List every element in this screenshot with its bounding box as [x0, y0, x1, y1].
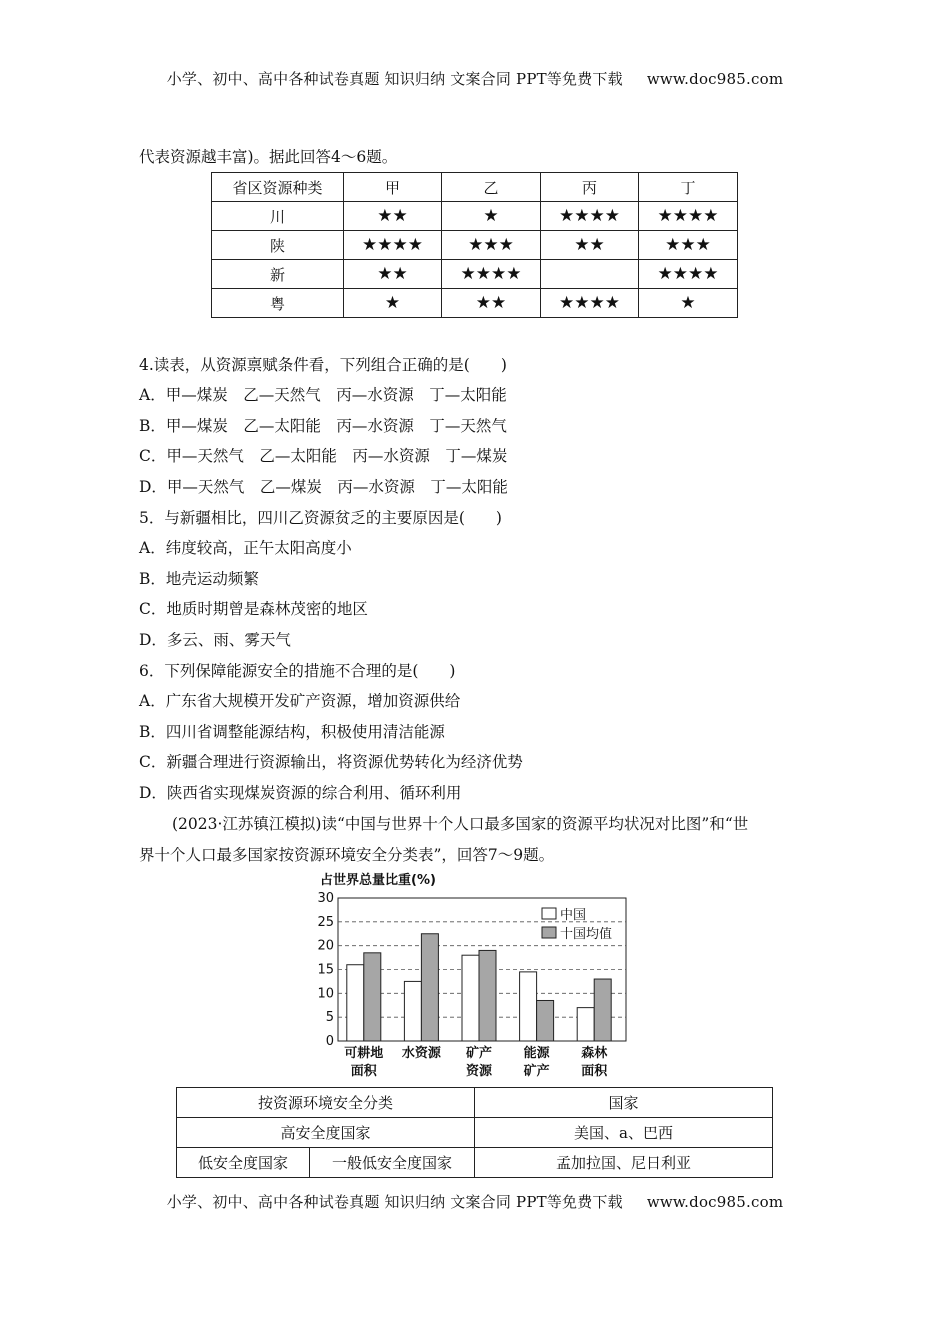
- bar-ten-country-avg: [479, 950, 496, 1041]
- resource-table-header-cell: 乙: [442, 173, 541, 202]
- resource-table-header-cell: 省区资源种类: [212, 173, 344, 202]
- question-4-option-c: C．甲—天然气 乙—太阳能 丙—水资源 丁—煤炭: [139, 447, 508, 465]
- star-rating-cell: ★★★: [639, 231, 738, 260]
- x-tick-label: 森林: [581, 1046, 608, 1061]
- x-tick-label: 可耕地: [344, 1046, 384, 1061]
- legend-swatch: [542, 908, 556, 919]
- classification-countries: 美国、a、巴西: [475, 1118, 773, 1148]
- intro-line: 代表资源越丰富)。据此回答4～6题。: [139, 148, 398, 166]
- question-4-option-b: B．甲—煤炭 乙—太阳能 丙—水资源 丁—天然气: [139, 417, 507, 435]
- bar-china: [462, 955, 479, 1041]
- resource-table-header-row: [212, 173, 738, 202]
- table-row: [212, 231, 738, 260]
- province-cell: 粤: [212, 289, 344, 318]
- question-6-option-c: C．新疆合理进行资源输出，将资源优势转化为经济优势: [139, 753, 523, 771]
- star-rating-cell: ★: [442, 202, 541, 231]
- bar-china: [520, 972, 537, 1041]
- y-tick-label: 30: [317, 891, 334, 906]
- y-tick-label: 10: [317, 986, 334, 1002]
- classification-countries: 孟加拉国、尼日利亚: [475, 1148, 773, 1178]
- star-rating-cell: ★★★★: [541, 289, 639, 318]
- bar-china: [347, 965, 364, 1041]
- x-tick-label: 能源: [523, 1046, 550, 1061]
- footer-text: 小学、初中、高中各种试卷真题 知识归纳 文案合同 PPT等免费下载: [166, 1193, 623, 1211]
- header-site[interactable]: www.doc985.com: [646, 70, 784, 88]
- resource-table-header-cell: 丁: [639, 173, 738, 202]
- star-rating-cell: ★: [639, 289, 738, 318]
- question-4-stem: 4.读表，从资源禀赋条件看，下列组合正确的是( ): [139, 356, 507, 374]
- x-tick-label: 面积: [350, 1064, 377, 1079]
- table-row: [177, 1118, 773, 1148]
- star-rating-cell: ★: [344, 289, 442, 318]
- question-5-option-d: D．多云、雨、雾天气: [139, 631, 291, 649]
- y-tick-label: 20: [317, 938, 334, 954]
- table-row: [212, 202, 738, 231]
- classification-table: [176, 1087, 773, 1178]
- y-tick-label: 5: [325, 1010, 334, 1026]
- footer-site[interactable]: www.doc985.com: [646, 1193, 784, 1211]
- x-tick-label: 矿产: [523, 1064, 550, 1079]
- header-text: 小学、初中、高中各种试卷真题 知识归纳 文案合同 PPT等免费下载: [166, 70, 623, 88]
- question-6-option-b: B．四川省调整能源结构，积极使用清洁能源: [139, 723, 445, 741]
- classification-header-category: 按资源环境安全分类: [177, 1088, 475, 1118]
- star-rating-cell: ★★: [344, 260, 442, 289]
- star-rating-cell: [541, 260, 639, 289]
- classification-subcategory: 一般低安全度国家: [310, 1148, 475, 1178]
- question-5-option-a: A．纬度较高，正午太阳高度小: [139, 539, 352, 557]
- resource-comparison-bar-chart: [300, 866, 640, 1084]
- x-tick-label: 矿产: [465, 1046, 493, 1061]
- star-rating-cell: ★★★★: [639, 260, 738, 289]
- table-row: [177, 1148, 773, 1178]
- bar-ten-country-avg: [537, 1000, 554, 1041]
- passage-line-1: (2023·江苏镇江模拟)读“中国与世界十个人口最多国家的资源平均状况对比图”和“世: [172, 815, 749, 833]
- table-row: [212, 260, 738, 289]
- question-5-option-c: C．地质时期曾是森林茂密的地区: [139, 600, 368, 618]
- star-rating-cell: ★★★: [442, 231, 541, 260]
- star-rating-cell: ★★★★: [344, 231, 442, 260]
- star-rating-cell: ★★: [541, 231, 639, 260]
- table-row: [212, 289, 738, 318]
- classification-category: 低安全度国家: [177, 1148, 310, 1178]
- x-tick-label: 水资源: [401, 1046, 441, 1061]
- star-rating-cell: ★★★★: [541, 202, 639, 231]
- resource-table-header-cell: 甲: [344, 173, 442, 202]
- y-tick-label: 0: [325, 1034, 334, 1049]
- resource-table-header-cell: 丙: [541, 173, 639, 202]
- province-cell: 陕: [212, 231, 344, 260]
- legend-label: 十国均值: [560, 927, 613, 942]
- resource-table: [211, 172, 738, 318]
- legend-label: 中国: [560, 908, 587, 923]
- x-tick-label: 资源: [465, 1064, 493, 1079]
- bar-ten-country-avg: [421, 934, 438, 1041]
- province-cell: 川: [212, 202, 344, 231]
- bar-china: [404, 981, 421, 1041]
- question-6-option-d: D．陕西省实现煤炭资源的综合利用、循环利用: [139, 784, 462, 802]
- question-4-option-d: D．甲—天然气 乙—煤炭 丙—水资源 丁—太阳能: [139, 478, 508, 496]
- question-6-stem: 6．下列保障能源安全的措施不合理的是( ): [139, 662, 456, 680]
- question-5-option-b: B．地壳运动频繁: [139, 570, 259, 588]
- passage-line-2: 界十个人口最多国家按资源环境安全分类表”，回答7～9题。: [139, 846, 555, 864]
- question-4-option-a: A．甲—煤炭 乙—天然气 丙—水资源 丁—太阳能: [139, 386, 507, 404]
- y-axis-label: 占世界总量比重(%): [320, 873, 436, 888]
- bar-ten-country-avg: [594, 979, 611, 1041]
- classification-category: 高安全度国家: [177, 1118, 475, 1148]
- star-rating-cell: ★★★★: [442, 260, 541, 289]
- star-rating-cell: ★★: [442, 289, 541, 318]
- star-rating-cell: ★★: [344, 202, 442, 231]
- y-tick-label: 25: [317, 914, 334, 930]
- x-tick-label: 面积: [581, 1064, 608, 1079]
- classification-header-countries: 国家: [475, 1088, 773, 1118]
- page-footer: [0, 1191, 950, 1212]
- classification-table-header-row: [177, 1088, 773, 1118]
- star-rating-cell: ★★★★: [639, 202, 738, 231]
- question-6-option-a: A．广东省大规模开发矿产资源，增加资源供给: [139, 692, 461, 710]
- legend-swatch: [542, 927, 556, 938]
- page-header: [0, 68, 950, 89]
- bar-china: [577, 1008, 594, 1041]
- y-tick-label: 15: [317, 962, 334, 978]
- question-5-stem: 5．与新疆相比，四川乙资源贫乏的主要原因是( ): [139, 509, 502, 527]
- bar-ten-country-avg: [364, 953, 381, 1041]
- province-cell: 新: [212, 260, 344, 289]
